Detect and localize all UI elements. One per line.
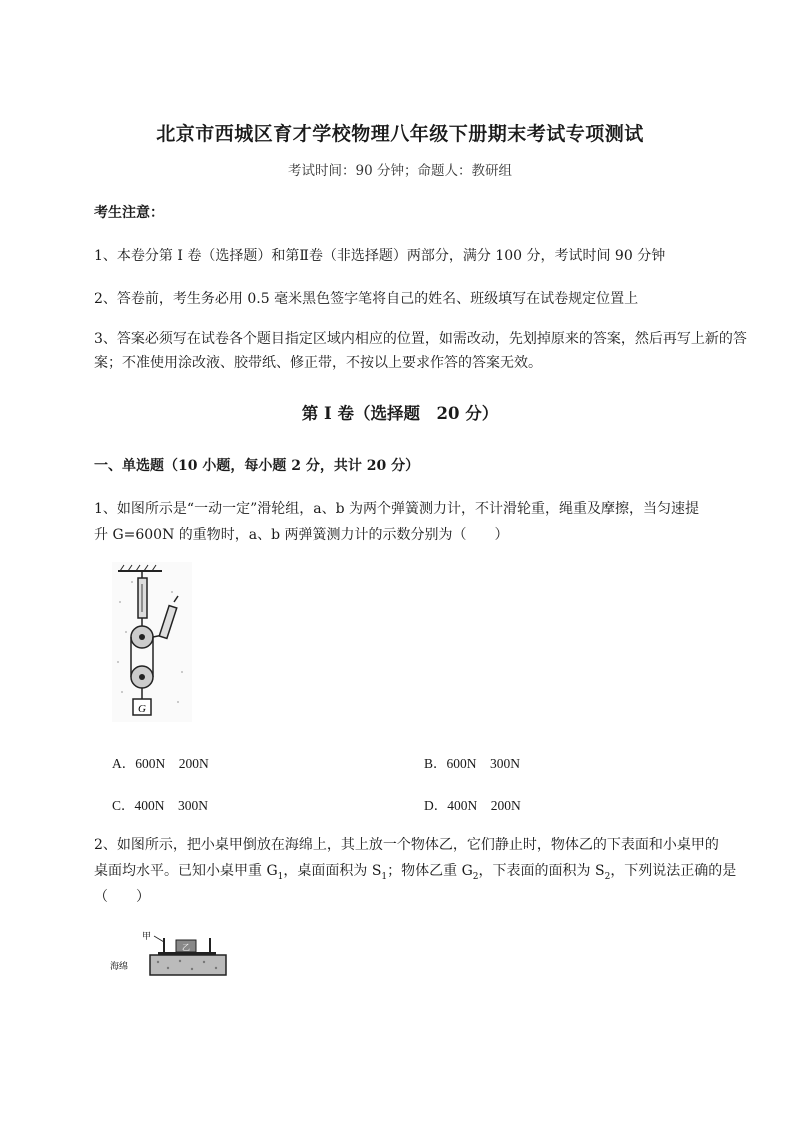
q1-stem-line-1: 1、如图所示是“一动一定”滑轮组，a、b 为两个弹簧测力计，不计滑轮重，绳重及摩擦，当匀速提 — [94, 501, 699, 517]
q2-stem-line-1: 2、如图所示，把小桌甲倒放在海绵上，其上放一个物体乙，它们静止时，物体乙的下表面和小桌甲的 — [94, 837, 719, 853]
q1-option-b[interactable]: B．600N 300N — [424, 756, 521, 771]
notice-item-3: 3、答案必须写在试卷各个题目指定区域内相应的位置，如需改动，先划掉原来的答案，然后再写上新的答案；不准使用涂改液、胶带纸、修正带，不按以上要求作答的答案无效。 — [94, 331, 747, 371]
q2-stem-line-3: （ ） — [94, 889, 150, 905]
notice-item-2: 2、答卷前，考生务必用 0.5 毫米黑色签字笔将自己的姓名、班级填写在试卷规定位置上 — [94, 291, 639, 307]
figure-weight-label: G — [138, 703, 146, 715]
figure-label-sponge: 海绵 — [110, 962, 129, 972]
notice-item-1: 1、本卷分第 I 卷（选择题）和第Ⅱ卷（非选择题）两部分，满分 100 分，考试时间 90 分钟 — [94, 248, 666, 264]
q1-option-c[interactable]: C．400N 300N — [112, 798, 209, 813]
notice-heading: 考生注意： — [94, 205, 164, 221]
q2-stem-line-2: 桌面均水平。已知小桌甲重 $G_1$，桌面面积为 $S_1$；物体乙重 $G_2$，下表面的面积为 $S_2$，下列说法正确的是 — [94, 863, 737, 882]
q1-stem-line-2: 升 G=600N 的重物时，a、b 两弹簧测力计的示数分别为（ ） — [94, 527, 509, 543]
exam-subtitle: 考试时间：90 分钟；命题人：教研组 — [288, 163, 512, 179]
pulley-figure — [112, 562, 192, 722]
question-type-heading: 一、单选题（10 小题，每小题 2 分，共计 20 分） — [94, 458, 420, 474]
section-title: 第 I 卷（选择题 20 分） — [301, 404, 499, 423]
figure-label-jia: 甲 — [142, 932, 152, 942]
q1-option-d[interactable]: D．400N 200N — [424, 798, 521, 813]
table-sponge-figure — [106, 928, 236, 980]
figure-label-yi: 乙 — [182, 943, 190, 952]
q1-option-a[interactable]: A．600N 200N — [112, 756, 209, 771]
exam-title: 北京市西城区育才学校物理八年级下册期末考试专项测试 — [156, 123, 644, 145]
